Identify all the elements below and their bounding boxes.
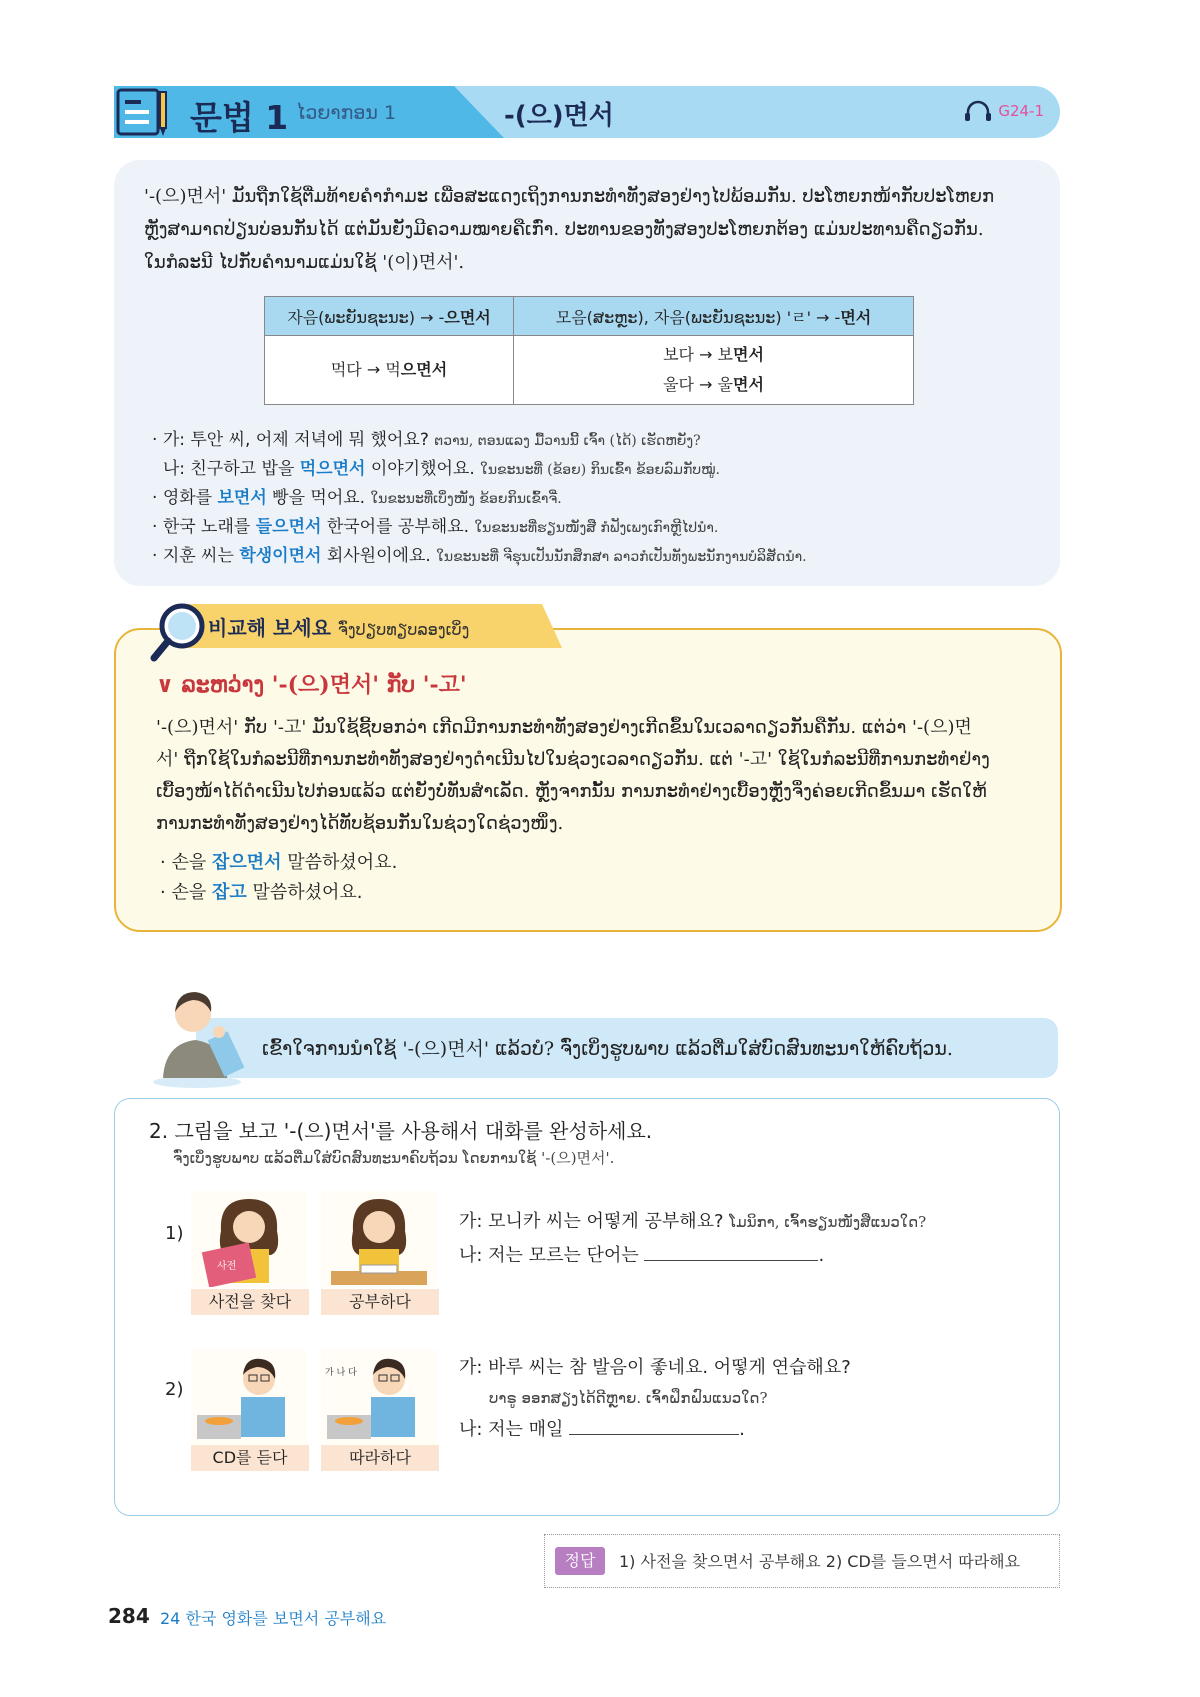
- grammar-examples: [152, 426, 1042, 571]
- table-header-vowel: 모음(ສະຫຼະ), 자음(ພະຍັນຊະນະ) 'ㄹ' → -면서: [514, 297, 914, 336]
- audio-track[interactable]: [964, 100, 1044, 122]
- picture-caption: 따라하다: [321, 1445, 439, 1471]
- compare-title: 비교해 보세요 ຈົ່ງປຽບທຽບລອງເບິ່ງ: [208, 616, 470, 640]
- answer-blank[interactable]: [569, 1416, 739, 1435]
- compare-examples: [160, 848, 397, 908]
- question-2: 가: 바루 씨는 참 발음이 좋네요. 어떻게 연습해요? ບາຣູ ອອກສຽງໄດ້ດີຫຼາຍ. ເຈົ້າຝຶກຝົນແນວໃດ? 나: 저는 매일 .: [459, 1357, 851, 1440]
- example-line: · 영화를 보면서 빵을 먹어요. ໃນຂະນະທີ່ເບິ່ງໜັງ ຂ້ອຍກິນເຂົ້າຈີ່.: [152, 488, 562, 508]
- picture-caption: 사전을 찾다: [191, 1289, 309, 1315]
- bubble-text: ເຂົ້າໃຈການນຳໃຊ້ '-(으)면서' ແລ້ວບໍ? ຈົ່ງເບິ່ງຮູບພາບ ແລ້ວຕື່ມໃສ່ບົດສົນທະນາໃຫ້ຄົບຖ້ວນ.: [262, 1038, 953, 1060]
- notebook-pencil-icon: [116, 86, 170, 138]
- example-line: · 지훈 씨는 학생이면서 회사원이에요. ໃນຂະນະທີ່ ຈີຮຸນເປັນນັກສຶກສາ ລາວກໍເປັນທັງພະນັກງານບໍລິສັດນຳ.: [152, 546, 807, 566]
- compare-explanation: [156, 712, 1026, 840]
- example-line: · 가: 투안 씨, 어제 저녁에 뭐 했어요? ຕວານ, ຕອນແລງ ມື້ວານນີ້ ເຈົ້າ (ໄດ້) ເຮັດຫຍັງ?: [152, 430, 701, 450]
- table-cell-vowel: 보다 → 보면서 울다 → 울면서: [514, 336, 914, 405]
- item-number: 1): [165, 1223, 184, 1244]
- compare-example: · 손을 잡고 말씀하셨어요.: [160, 882, 363, 903]
- explanation-line: ໃນກໍລະນີ ໄປກັບຄຳນາມແມ່ນໃຊ້ '(이)면서'.: [144, 252, 465, 273]
- instruction-bubble: [196, 1018, 1058, 1078]
- headphones-icon: [964, 100, 992, 122]
- grammar-header: [114, 86, 1060, 138]
- example-line: 나: 친구하고 밥을 먹으면서 이야기했어요. ໃນຂະນະທີ່ (ຂ້ອຍ) ກິນເຂົ້າ ຂ້ອຍລົມກັບໝູ່.: [162, 459, 720, 479]
- compare-line: '-(으)면서' ກັບ '-고' ມັນໃຊ້ຊີ້ບອກວ່າ ເກີດມີການກະທຳທັງສອງຢ່າງເກີດຂຶ້ນໃນເວລາດຽວກັນຄືກັນ. ແຕ່ວ່າ '-(으)면: [156, 717, 972, 738]
- page-number: 284: [108, 1604, 150, 1628]
- exercise-box: [114, 1098, 1060, 1516]
- header-subtitle: ໄວຍາກອນ 1: [296, 102, 397, 124]
- student-studying-illustration: [321, 1191, 437, 1287]
- explanation-line: ຫຼັງສາມາດປ່ຽນບ່ອນກັນໄດ້ ແຕ່ມັນຍັງມີຄວາມໝາຍຄືເກົ່າ. ປະທານຂອງທັງສອງປະໂຫຍກຕ້ອງ ແມ່ນປະທານຄືດຽວກັນ.: [144, 219, 984, 240]
- grammar-box: [114, 160, 1060, 586]
- speech-syllables: 가 나 다: [325, 1368, 357, 1378]
- compare-line: 서' ຖືກໃຊ້ໃນກໍລະນີທີ່ການກະທຳທັງສອງຢ່າງດຳເນີນໄປໃນຊ່ວງເວລາດຽວກັນ. ແຕ່ '-고' ໃຊ້ໃນກໍລະນີທີ່ການກະທຳຢ່າງ: [156, 749, 990, 770]
- conjugation-table: [264, 296, 914, 405]
- magnifier-icon: [148, 600, 208, 666]
- answer-tag: 정답: [555, 1547, 605, 1575]
- audio-track-label: G24-1: [998, 102, 1044, 120]
- compare-heading: ∨ ລະຫວ່າງ '-(으)면서' ກັບ '-고': [156, 672, 467, 698]
- chapter-title: 24 한국 영화를 보면서 공부해요: [160, 1609, 387, 1628]
- exercise-title: 2. 그림을 보고 '-(으)면서'를 사용해서 대화를 완성하세요.: [149, 1119, 653, 1143]
- item-number: 2): [165, 1379, 184, 1400]
- grammar-explanation: [144, 180, 1034, 279]
- compare-line: ເບື້ອງໜ້າໄດ້ດຳເນີນໄປກ່ອນແລ້ວ ແຕ່ຍັງບໍ່ທັນສຳເລັດ. ຫຼັງຈາກນັ້ນ ການກະທຳຢ່າງເບື້ອງຫຼັງຈຶ່ງຄ່ອຍເກີດຂຶ້ນມາ ເຮັດໃຫ້: [156, 781, 987, 802]
- table-header-consonant: 자음(ພະຍັນຊະນະ) → -으면서: [265, 297, 514, 336]
- question-1: 가: 모니카 씨는 어떻게 공부해요? ໂມນິກາ, ເຈົ້າຮຽນໜັງສືແນວໃດ? 나: 저는 모르는 단어는 .: [459, 1211, 927, 1266]
- answer-key: [544, 1534, 1060, 1588]
- student-dictionary-illustration: [191, 1191, 307, 1287]
- example-line: · 한국 노래를 들으면서 한국어를 공부해요. ໃນຂະນະທີ່ຮຽນໜັງສື ກໍຟັງເພງເກົາຫຼີໄປນຳ.: [152, 517, 719, 537]
- compare-line: ການກະທຳທັງສອງຢ່າງໄດ້ທັບຊ້ອນກັນໃນຊ່ວງໃດຊ່ວງໜຶ່ງ.: [156, 813, 564, 834]
- exercise-subtitle: ຈົ່ງເບິ່ງຮູບພາບ ແລ້ວຕື່ມໃສ່ບົດສົນທະນາຄົບຖ້ວນ ໂດຍການໃຊ້ '-(으)면서'.: [173, 1149, 615, 1167]
- explanation-line: '-(으)면서' ມັນຖືກໃຊ້ຕື່ມທ້າຍຄຳກຳມະ ເພື່ອສະແດງເຖິງການກະທຳທັງສອງຢ່າງໄປພ້ອມກັນ. ປະໂຫຍກໜ້າກັບປະໂຫຍກ: [144, 186, 995, 207]
- student-repeat-illustration: [321, 1349, 437, 1445]
- header-title: 문법 1: [190, 98, 289, 137]
- grammar-pattern: -(으)면서: [504, 101, 614, 131]
- picture-caption: 공부하다: [321, 1289, 439, 1315]
- answer-text: 1) 사전을 찾으면서 공부해요 2) CD를 들으면서 따라해요: [619, 1552, 1021, 1571]
- student-cd-illustration: [191, 1349, 307, 1445]
- teacher-illustration: [145, 978, 245, 1088]
- answer-blank[interactable]: [644, 1242, 818, 1261]
- picture-caption: CD를 듣다: [191, 1445, 309, 1471]
- table-cell-consonant: 먹다 → 먹으면서: [265, 336, 514, 405]
- book-label: 사전: [217, 1261, 237, 1272]
- compare-example: · 손을 잡으면서 말씀하셨어요.: [160, 852, 398, 873]
